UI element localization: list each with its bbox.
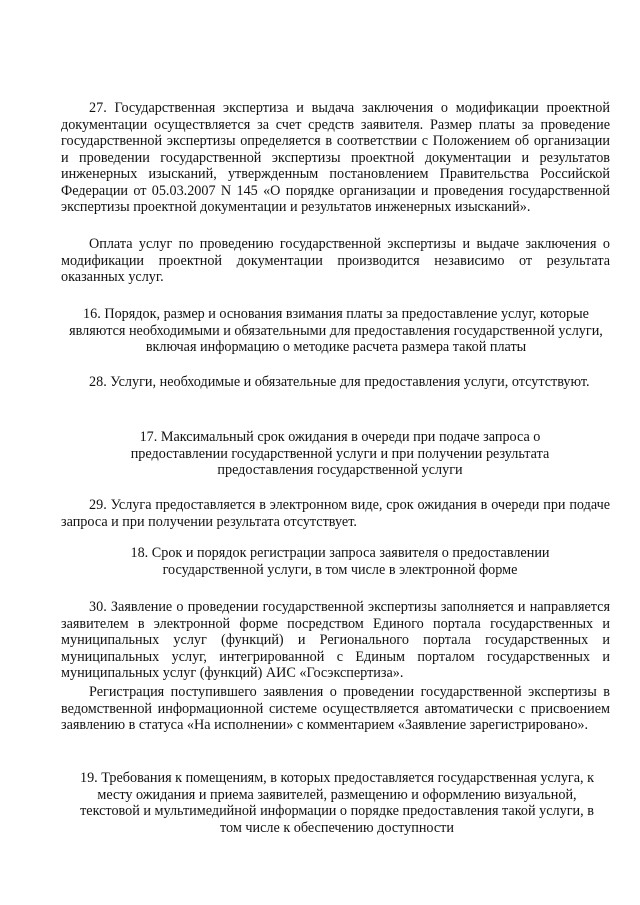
paragraph-27: 27. Государственная экспертиза и выдача заключения о модификации проектной документации осуществляется за счет средств заявителя. Размер платы за проведение государственной экспертизы определяется в соответствии с Положением об организации и проведении государственной экспертизы проектной документации и результатов инженерных изысканий, утвержденным постановлением Правительства Российской Федерации от 05.03.2007 N 145 «О порядке организации и проведения государственной экспертизы проектной документации и результатов инженерных изысканий». [61, 100, 610, 215]
section-heading-18: 18. Срок и порядок регистрации запроса заявителя о предоставлении государственной услуги, в том числе в электронной форме [130, 545, 550, 578]
paragraph-28: 28. Услуги, необходимые и обязательные для предоставления услуги, отсутствуют. [89, 374, 590, 390]
section-heading-19: 19. Требования к помещениям, в которых предоставляется государственная услуга, к месту ожидания и приема заявителей, размещению и оформлению визуальной, текстовой и мультимедийной информации о порядке предоставления такой услуги, в том числе к обеспечению доступности [79, 770, 595, 836]
section-heading-16: 16. Порядок, размер и основания взимания платы за предоставление услуг, которые являются необходимыми и обязательными для предоставления государственной услуги, включая информацию о методике расчета размера такой платы [69, 306, 603, 355]
section-heading-17: 17. Максимальный срок ожидания в очереди при подаче запроса о предоставлении государственной услуги и при получении результата предоставления государственной услуги [130, 429, 550, 478]
paragraph-27-payment: Оплата услуг по проведению государственной экспертизы и выдаче заключения о модификации проектной документации производится независимо от результата оказанных услуг. [61, 236, 610, 285]
paragraph-29: 29. Услуга предоставляется в электронном виде, срок ожидания в очереди при подаче запроса и при получении результата отсутствует. [61, 497, 610, 530]
paragraph-30: 30. Заявление о проведении государственной экспертизы заполняется и направляется заявителем в электронной форме посредством Единого портала государственных и муниципальных услуг (функций) и Регионального портала государственных и муниципальных услуг, интегрированной с Единым порталом государственных и муниципальных услуг (функций) АИС «Госэкспертиза». [61, 599, 610, 681]
paragraph-30-registration: Регистрация поступившего заявления о проведении государственной экспертизы в ведомственной информационной системе осуществляется автоматически с присвоением заявлению в статуса «На исполнении» с комментарием «Заявление зарегистрировано». [61, 684, 610, 733]
